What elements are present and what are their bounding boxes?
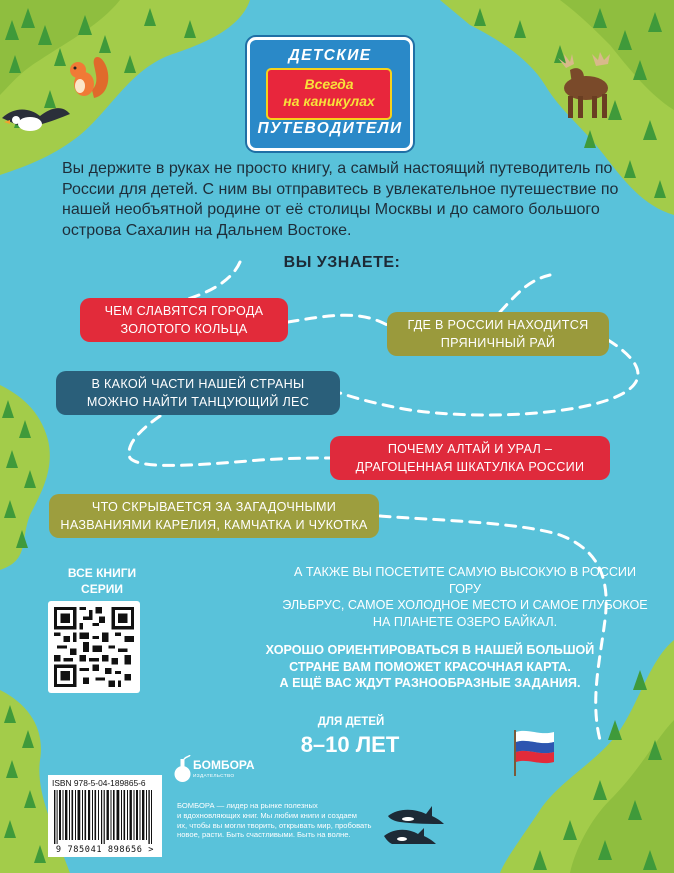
bombora-logo-icon: [174, 755, 191, 785]
logo-bottom-text: ПУТЕВОДИТЕЛИ: [257, 120, 403, 137]
topic-pill-karelia: [49, 494, 379, 538]
series-line1: ВСЕ КНИГИ: [67, 566, 137, 580]
topic-pill-dancing-forest: [56, 371, 340, 415]
intro-paragraph: Вы держите в руках не просто книгу, а самый настоящий путеводитель по России для детей. С ним вы отправитесь в увлекательное путешествие по нашей необъятной родине от её столицы Москвы и до самого большого острова Сахалин на Дальнем Востоке.: [62, 160, 619, 239]
topic-line2: ЗОЛОТОГО КОЛЬЦА: [120, 322, 248, 336]
also-paragraph: [280, 564, 650, 630]
barcode-icon: [54, 790, 156, 844]
series-line2: СЕРИИ: [81, 582, 123, 596]
orient-line2: СТРАНЕ ВАМ ПОМОЖЕТ КРАСОЧНАЯ КАРТА.: [289, 659, 571, 674]
publisher-line1: БОМБОРА — лидер на рынке полезных: [177, 801, 318, 810]
orient-line3: А ЕЩЁ ВАС ЖДУТ РАЗНООБРАЗНЫЕ ЗАДАНИЯ.: [279, 676, 581, 690]
topic-line2: НАЗВАНИЯМИ КАРЕЛИЯ, КАМЧАТКА И ЧУКОТКА: [60, 518, 368, 532]
puffin-bird-icon: [0, 98, 72, 143]
barcode-number: 9 785041 898656 >: [55, 845, 155, 855]
publisher-line4: новое, расти. Быть счастливыми. Быть на волне.: [177, 830, 351, 840]
age-label: ДЛЯ ДЕТЕЙ: [317, 716, 385, 728]
logo-inner-line1: Всегда: [304, 76, 354, 92]
topic-line1: ГДЕ В РОССИИ НАХОДИТСЯ: [407, 318, 589, 332]
orient-paragraph: [235, 642, 625, 692]
topic-line2: ПРЯНИЧНЫЙ РАЙ: [440, 336, 556, 350]
qr-code[interactable]: [48, 601, 140, 693]
publisher-sub: ИЗДАТЕЛЬСТВО: [193, 774, 235, 779]
orca-icon: [384, 802, 446, 844]
series-logo: [247, 37, 413, 151]
also-line1: А ТАКЖЕ ВЫ ПОСЕТИТЕ САМУЮ ВЫСОКУЮ В РОССИИ ГОРУ: [293, 565, 637, 596]
publisher-line3: их, чтобы вы могли творить, открывать мир, пробовать: [177, 820, 372, 830]
also-line3: НА ПЛАНЕТЕ ОЗЕРО БАЙКАЛ.: [372, 614, 558, 629]
topic-line2: МОЖНО НАЙТИ ТАНЦУЮЩИЙ ЛЕС: [86, 395, 310, 409]
topic-line1: ЧЕМ СЛАВЯТСЯ ГОРОДА: [104, 304, 264, 318]
topic-line2: ДРАГОЦЕННАЯ ШКАТУЛКА РОССИИ: [355, 460, 585, 474]
moose-icon: [548, 48, 628, 122]
logo-inner-line2: на каникулах: [283, 93, 375, 109]
topic-pill-altai-ural: [330, 436, 610, 480]
barcode-box: [48, 775, 162, 857]
topic-pill-golden-ring: [80, 298, 288, 342]
publisher-name: БОМБОРА: [193, 758, 255, 772]
logo-top-text: ДЕТСКИЕ: [288, 47, 372, 64]
learn-heading: ВЫ УЗНАЕТЕ:: [283, 254, 401, 271]
topic-line1: ПОЧЕМУ АЛТАЙ И УРАЛ –: [387, 442, 553, 456]
orient-line1: ХОРОШО ОРИЕНТИРОВАТЬСЯ В НАШЕЙ БОЛЬШОЙ: [265, 643, 595, 657]
qr-code-icon: [54, 607, 134, 687]
publisher-line2: и вдохновляющих книг. Мы любим книги и создаем: [177, 810, 358, 820]
series-label: [48, 565, 156, 597]
also-line2: ЭЛЬБРУС, САМОЕ ХОЛОДНОЕ МЕСТО И САМОЕ ГЛУБОКОЕ: [282, 598, 648, 612]
topic-line1: ЧТО СКРЫВАЕТСЯ ЗА ЗАГАДОЧНЫМИ: [91, 500, 337, 514]
age-range: 8–10 ЛЕТ: [300, 732, 400, 757]
publisher-description: [177, 801, 377, 840]
logo-inner-badge: [266, 68, 392, 120]
squirrel-icon: [64, 50, 114, 102]
topic-pill-gingerbread: [387, 312, 609, 356]
russian-flag-icon: [510, 728, 558, 778]
topic-line1: В КАКОЙ ЧАСТИ НАШЕЙ СТРАНЫ: [91, 377, 305, 391]
isbn-label: ISBN 978-5-04-189865-6: [52, 778, 146, 788]
